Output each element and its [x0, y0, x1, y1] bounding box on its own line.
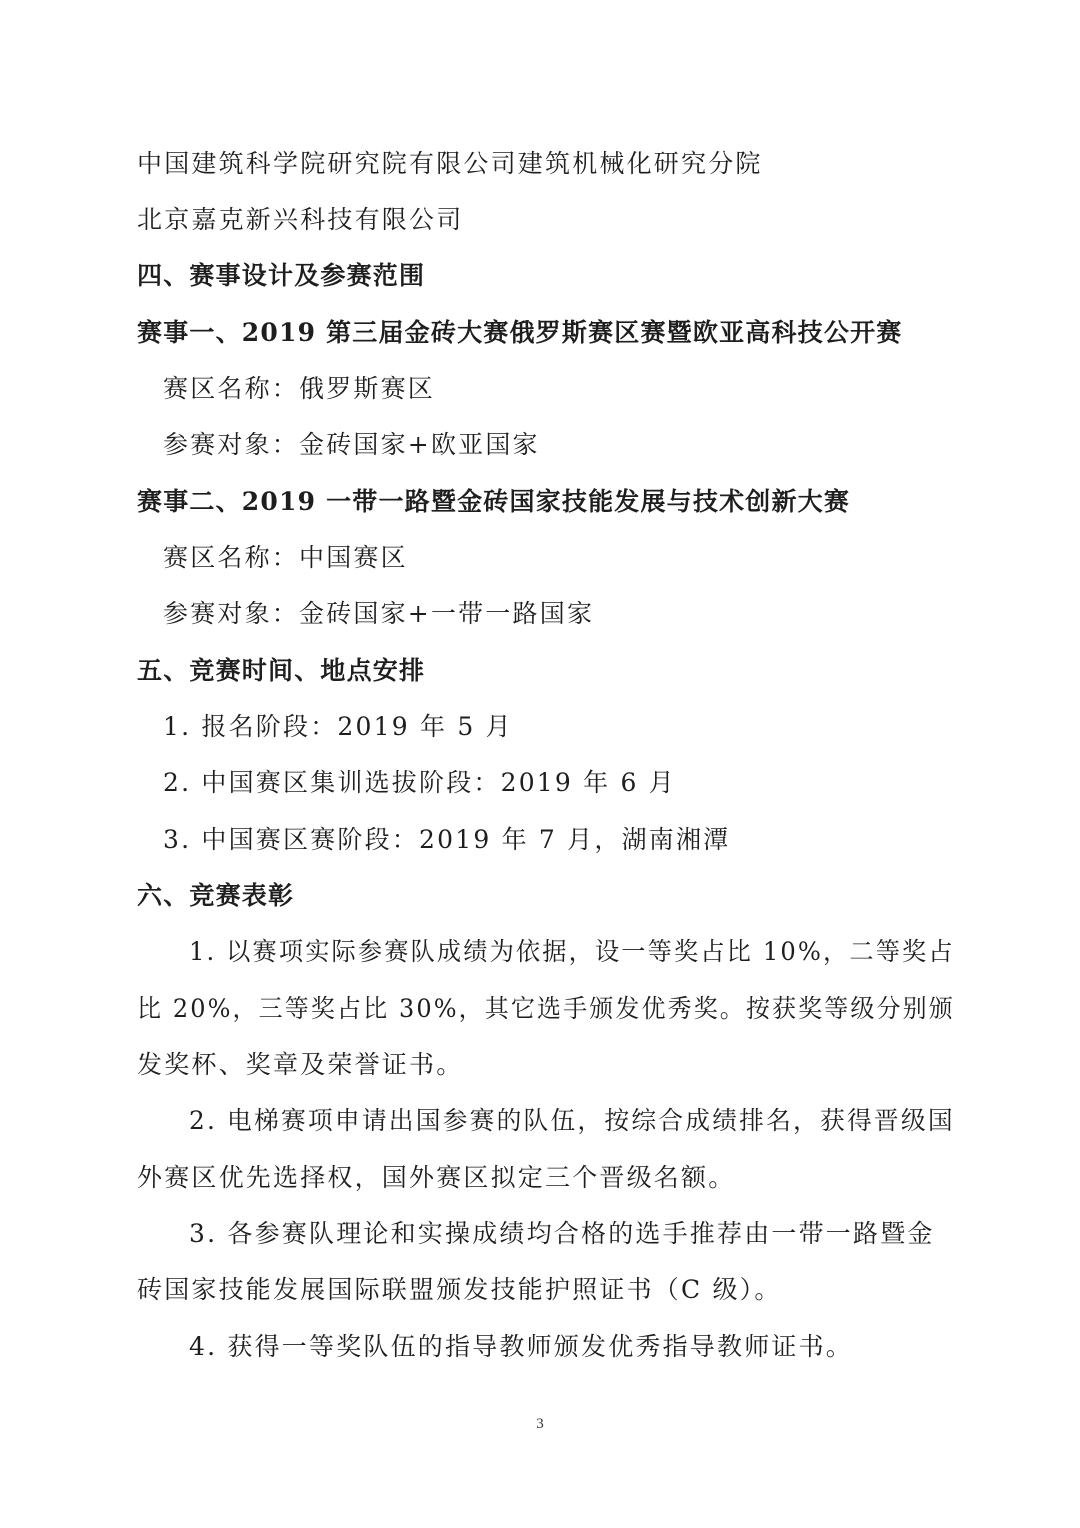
award-para-1-line-3: 发奖杯、奖章及荣誉证书。	[137, 1050, 464, 1079]
section-5-heading: 五、竞赛时间、地点安排	[137, 656, 426, 685]
award-para-2-line-1: 2. 电梯赛项申请出国参赛的队伍，按综合成绩排名，获得晋级国	[189, 1106, 955, 1135]
event-1-target: 参赛对象：金砖国家+欧亚国家	[163, 430, 540, 459]
award-para-1-line-1: 1. 以赛项实际参赛队成绩为依据，设一等奖占比 10%，二等奖占	[189, 937, 955, 966]
schedule-item-2: 2. 中国赛区集训选拔阶段：2019 年 6 月	[163, 768, 676, 797]
organizer-line-1: 中国建筑科学院研究院有限公司建筑机械化研究分院	[137, 149, 763, 178]
schedule-item-1: 1. 报名阶段：2019 年 5 月	[163, 712, 513, 741]
section-6-heading: 六、竞赛表彰	[137, 881, 295, 910]
event-2-region: 赛区名称：中国赛区	[163, 543, 408, 572]
award-para-4-line-1: 4. 获得一等奖队伍的指导教师颁发优秀指导教师证书。	[189, 1332, 854, 1361]
award-para-1-line-2: 比 20%，三等奖占比 30%，其它选手颁发优秀奖。按获奖等级分别颁	[137, 994, 955, 1023]
event-1-region: 赛区名称：俄罗斯赛区	[163, 374, 436, 403]
award-para-3-line-1: 3. 各参赛队理论和实操成绩均合格的选手推荐由一带一路暨金	[189, 1219, 935, 1248]
award-para-3-line-2: 砖国家技能发展国际联盟颁发技能护照证书（C 级）。	[137, 1275, 782, 1304]
event-2-target: 参赛对象：金砖国家+一带一路国家	[163, 599, 595, 628]
section-4-heading: 四、赛事设计及参赛范围	[137, 261, 426, 290]
page-number: 3	[536, 1416, 544, 1432]
event-2-title: 赛事二、2019 一带一路暨金砖国家技能发展与技术创新大赛	[137, 487, 851, 516]
award-para-2-line-2: 外赛区优先选择权，国外赛区拟定三个晋级名额。	[137, 1163, 736, 1192]
organizer-line-2: 北京嘉克新兴科技有限公司	[137, 205, 464, 234]
schedule-item-3: 3. 中国赛区赛阶段：2019 年 7 月，湖南湘潭	[163, 825, 731, 854]
event-1-title: 赛事一、2019 第三届金砖大赛俄罗斯赛区赛暨欧亚高科技公开赛	[137, 318, 903, 347]
